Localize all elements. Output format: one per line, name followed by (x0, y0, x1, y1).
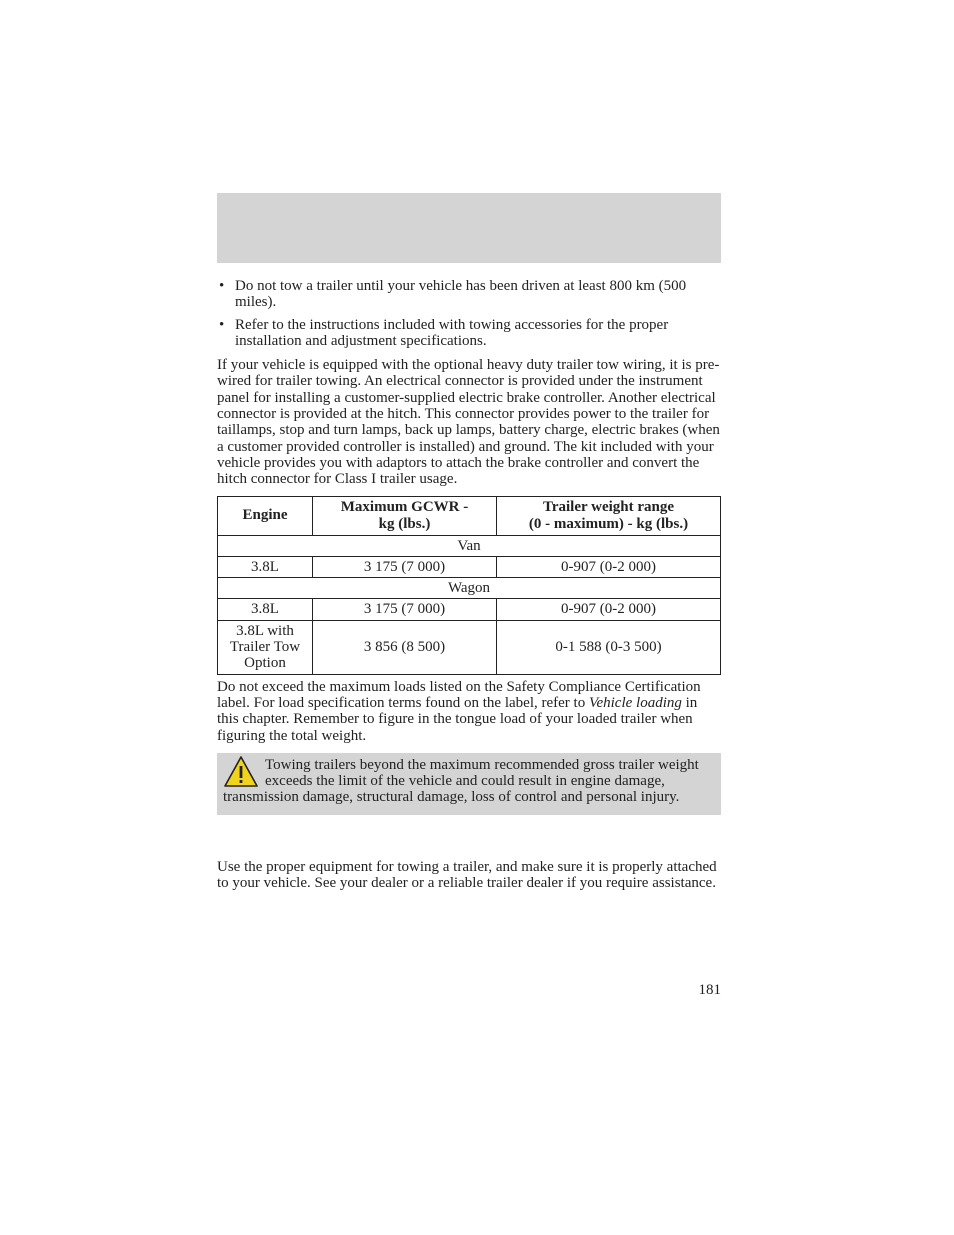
header-trailer-range: Trailer weight range (0 - maximum) - kg (lbs.) (497, 496, 721, 535)
table-row (218, 556, 721, 577)
cell-engine: 3.8L (218, 599, 313, 620)
cell-gcwr: 3 175 (7 000) (313, 556, 497, 577)
towing-spec-table (217, 496, 721, 675)
cell-gcwr: 3 175 (7 000) (313, 599, 497, 620)
header-gcwr: Maximum GCWR - kg (lbs.) (313, 496, 497, 535)
chapter-header-band (217, 193, 721, 263)
warning-triangle-icon (223, 755, 259, 789)
table-row (218, 620, 721, 674)
section-row-wagon (218, 578, 721, 599)
load-paragraph: Do not exceed the maximum loads listed on the Safety Compliance Certification label. For load specification terms found on the label, refer to Vehicle loading in this chapter. Remember to figure in the tongue load of your loaded trailer when figuring the total weight. (217, 678, 701, 744)
cell-gcwr: 3 856 (8 500) (313, 620, 497, 674)
header-engine: Engine (218, 496, 313, 535)
section-label: Wagon (218, 578, 721, 599)
bullet-text: Refer to the instructions included with towing accessories for the proper installation and adjustment specifications. (235, 316, 669, 349)
equipment-paragraph: Use the proper equipment for towing a trailer, and make sure it is properly attached to your vehicle. See your dealer or a reliable trailer dealer if you require assistance. (217, 858, 717, 892)
bullet-list (217, 278, 721, 349)
table-header-row (218, 496, 721, 535)
vehicle-loading-reference: Vehicle loading (588, 694, 682, 711)
cell-range: 0-1 588 (0-3 500) (497, 620, 721, 674)
bullet-text: Do not tow a trailer until your vehicle has been driven at least 800 km (500 miles). (235, 278, 687, 311)
warning-text: Towing trailers beyond the maximum recommended gross trailer weight exceeds the limit of the vehicle and could result in engine damage, transmission damage, structural damage, loss of control and personal injury. (223, 756, 699, 806)
cell-engine: 3.8L with Trailer Tow Option (218, 620, 313, 674)
bullet-dot: • (219, 316, 225, 333)
page-content (217, 278, 721, 891)
list-item (217, 278, 721, 311)
intro-paragraph: If your vehicle is equipped with the optional heavy duty trailer tow wiring, it is pre-wired for trailer towing. An electrical connector is provided under the instrument panel for installing a customer-supplied electric brake controller. Another electrical connector is provided at the hitch. This connector provides power to the trailer for taillamps, stop and turn lamps, back up lamps, battery charge, electric brakes (when a customer provided controller is installed) and ground. The kit included with your vehicle provides you with adaptors to attach the brake controller and convert the hitch connector for Class I trailer usage. (217, 357, 720, 488)
page-number: 181 (698, 982, 721, 998)
section-label: Van (218, 535, 721, 556)
cell-range: 0-907 (0-2 000) (497, 599, 721, 620)
table-row (218, 599, 721, 620)
section-row-van (218, 535, 721, 556)
list-item (217, 317, 721, 350)
cell-engine: 3.8L (218, 556, 313, 577)
cell-range: 0-907 (0-2 000) (497, 556, 721, 577)
warning-box (217, 753, 721, 815)
bullet-dot: • (219, 278, 225, 294)
